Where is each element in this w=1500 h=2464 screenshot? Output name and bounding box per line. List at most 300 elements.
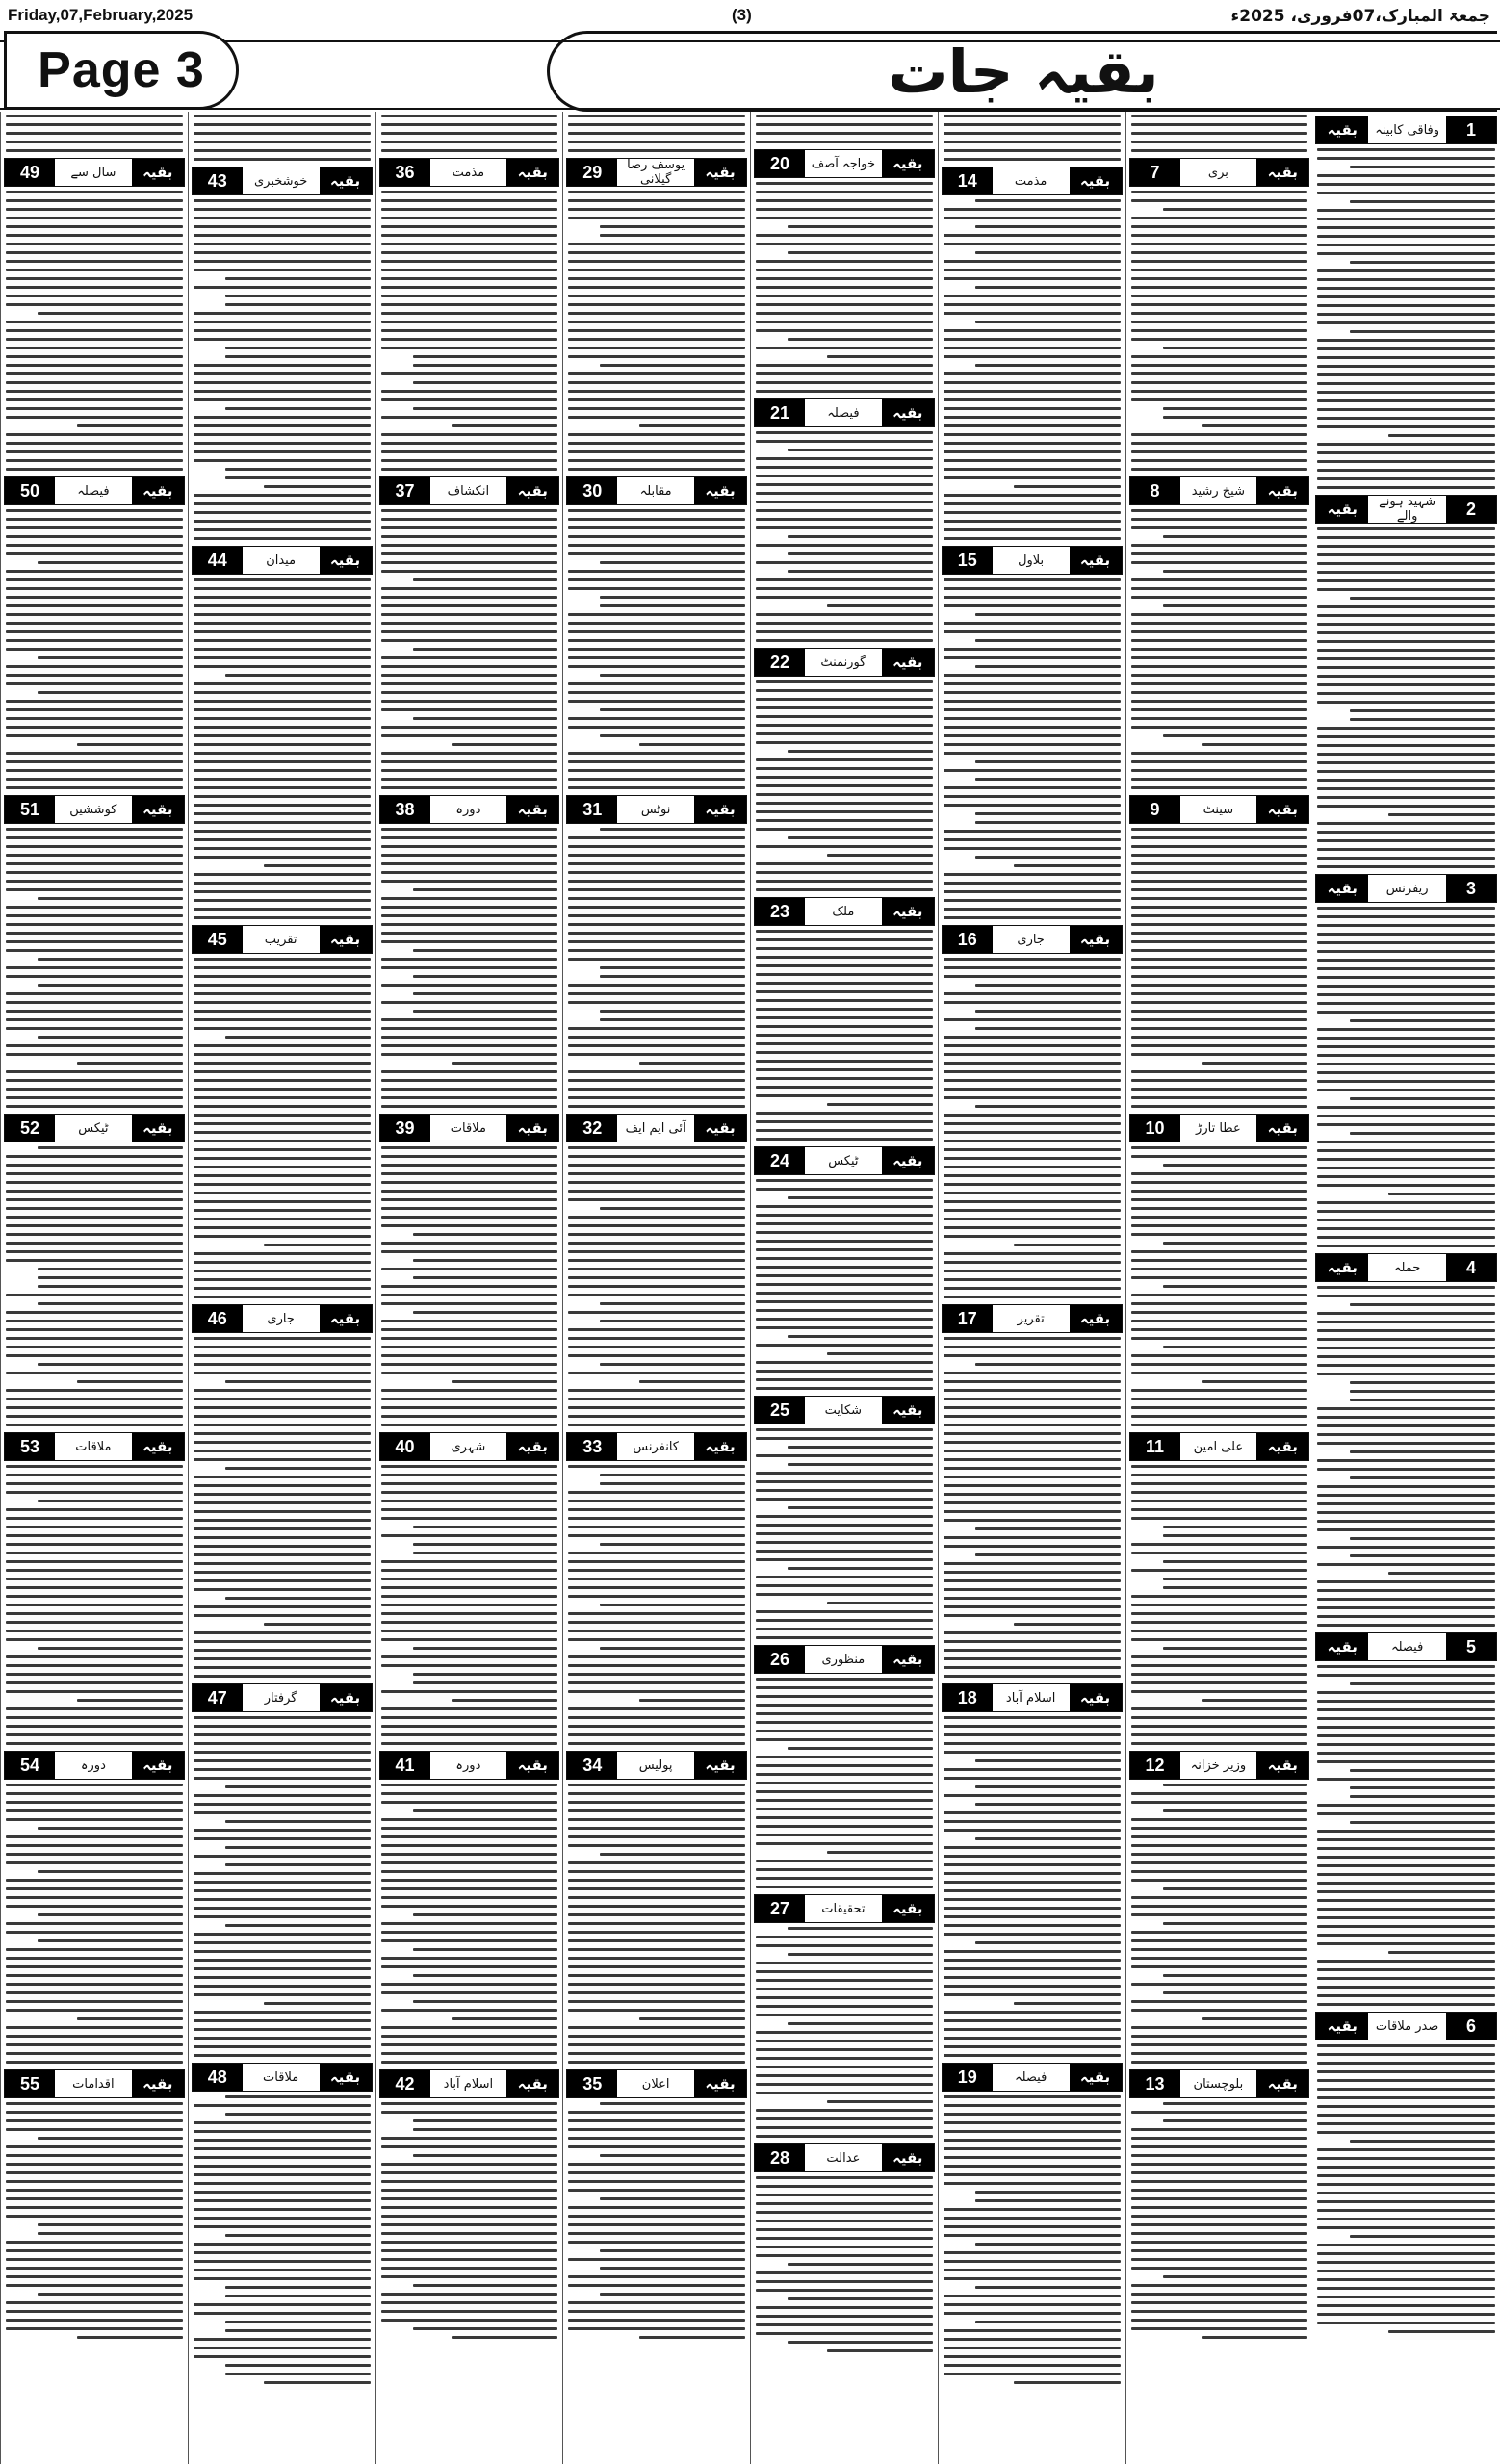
text-line <box>568 1870 745 1873</box>
text-line <box>194 786 371 789</box>
text-line <box>756 2280 933 2283</box>
article-text-block <box>944 1337 1121 1626</box>
text-line <box>756 1222 933 1225</box>
text-line <box>944 424 1121 427</box>
continuation-header <box>566 1751 747 1780</box>
text-line <box>944 123 1121 126</box>
article-text-block <box>1317 527 1495 816</box>
continuation-title: وزیر خزانہ <box>1190 1758 1247 1773</box>
text-line <box>194 1666 371 1669</box>
text-line <box>1131 1879 1308 1882</box>
text-line <box>944 468 1121 471</box>
text-line <box>568 321 745 323</box>
text-line <box>756 2126 933 2129</box>
text-line <box>944 1631 1121 1634</box>
text-line <box>194 1993 371 1996</box>
text-line <box>1317 1002 1495 1005</box>
text-line <box>225 1597 371 1600</box>
text-line <box>1317 1141 1495 1143</box>
text-line <box>944 975 1121 978</box>
text-line <box>944 2208 1121 2211</box>
text-line <box>1317 2122 1495 2125</box>
text-line <box>381 433 558 436</box>
text-line <box>568 760 745 763</box>
text-line <box>6 2111 183 2114</box>
text-line <box>568 243 745 245</box>
text-line <box>194 630 371 633</box>
text-line <box>756 639 933 642</box>
text-line <box>381 535 558 538</box>
text-line <box>381 2301 558 2304</box>
text-line <box>568 115 745 117</box>
text-line <box>1131 2301 1308 2304</box>
continuation-title: انکشاف <box>447 483 490 499</box>
continuation-title: فیصلہ <box>827 405 860 421</box>
article-text-block <box>6 115 183 152</box>
text-line <box>6 1224 183 1227</box>
text-line <box>568 1939 745 1942</box>
article-text-block <box>194 873 371 919</box>
article-text-block <box>568 1784 745 2020</box>
text-line <box>756 1498 933 1501</box>
text-line <box>194 882 371 885</box>
text-line <box>568 526 745 529</box>
text-line <box>1350 1795 1495 1798</box>
text-line <box>944 674 1121 677</box>
text-line <box>756 862 933 865</box>
text-line <box>1131 191 1308 193</box>
text-line <box>944 1794 1121 1797</box>
text-line <box>381 1853 558 1856</box>
text-line <box>756 1808 933 1810</box>
text-line <box>1317 1665 1495 1668</box>
text-line <box>194 1200 371 1203</box>
text-line <box>38 2223 183 2226</box>
text-line <box>194 260 371 263</box>
text-line <box>788 2263 933 2266</box>
news-column <box>938 112 1125 2464</box>
text-line <box>1317 1890 1495 1893</box>
text-line <box>756 1231 933 1234</box>
text-line <box>568 1673 745 1676</box>
text-line <box>1350 1097 1495 1100</box>
text-line <box>1317 701 1495 704</box>
text-line <box>1131 2327 1308 2330</box>
text-line <box>413 1526 558 1528</box>
text-line <box>756 1678 933 1681</box>
text-line <box>756 1686 933 1689</box>
continuation-number: 23 <box>755 898 805 925</box>
article-text-block <box>381 509 558 746</box>
text-line <box>1131 1861 1308 1864</box>
article-text-block <box>1131 1465 1308 1702</box>
text-line <box>568 1595 745 1598</box>
article-text-block <box>756 182 933 358</box>
text-line <box>756 706 933 709</box>
text-line <box>568 372 745 375</box>
text-line <box>194 2355 371 2358</box>
text-line <box>1317 1812 1495 1815</box>
text-line <box>1131 459 1308 462</box>
text-line <box>381 208 558 211</box>
text-line <box>381 1001 558 1004</box>
text-line <box>413 1276 558 1279</box>
text-line <box>225 1467 371 1470</box>
text-line <box>944 1424 1121 1426</box>
text-line <box>381 2061 558 2064</box>
article-text-block <box>194 199 371 488</box>
text-line <box>756 2272 933 2274</box>
continuation-number: 17 <box>943 1305 993 1332</box>
text-line <box>975 665 1121 668</box>
continuation-header <box>192 167 373 195</box>
text-line <box>944 1605 1121 1608</box>
text-line <box>1317 1899 1495 1902</box>
text-line <box>6 1526 183 1528</box>
article-text-block <box>1131 115 1308 152</box>
text-line <box>944 1493 1121 1496</box>
text-line <box>944 528 1121 531</box>
text-line <box>1131 1716 1308 1719</box>
text-line <box>944 1863 1121 1866</box>
text-line <box>1317 1286 1495 1289</box>
text-line <box>568 1810 745 1812</box>
text-line <box>756 260 933 263</box>
continuation-header <box>754 2143 935 2172</box>
text-line <box>6 260 183 263</box>
text-line <box>381 2111 558 2114</box>
text-line <box>944 1666 1121 1669</box>
text-line <box>38 1870 183 1873</box>
text-line <box>600 234 745 237</box>
text-line <box>756 329 933 332</box>
text-line <box>568 752 745 755</box>
text-line <box>6 932 183 935</box>
text-line <box>944 2011 1121 2014</box>
text-line <box>600 1482 745 1485</box>
text-line <box>756 1738 933 1741</box>
text-line <box>194 1415 371 1418</box>
text-line <box>6 407 183 410</box>
text-line <box>1317 1338 1495 1341</box>
text-line <box>6 1207 183 1210</box>
text-line <box>1317 1708 1495 1711</box>
text-line <box>1317 295 1495 298</box>
text-line <box>6 622 183 625</box>
text-line <box>1131 217 1308 219</box>
text-line <box>381 518 558 521</box>
text-line <box>6 769 183 772</box>
article-text-block <box>568 2026 745 2064</box>
text-line <box>788 1506 933 1509</box>
text-line <box>1163 1526 1308 1528</box>
text-line <box>944 2312 1121 2315</box>
text-line <box>756 1944 933 1947</box>
text-line <box>194 217 371 219</box>
text-line <box>756 1619 933 1622</box>
text-line <box>194 2139 371 2142</box>
text-line <box>381 199 558 202</box>
text-line <box>568 2327 745 2330</box>
text-line <box>788 570 933 573</box>
text-line <box>381 1707 558 1710</box>
text-line <box>413 407 558 410</box>
text-line <box>1317 605 1495 608</box>
continuation-title: ملاقات <box>75 1439 112 1454</box>
text-line <box>381 1965 558 1968</box>
text-line <box>1131 1406 1308 1409</box>
text-line <box>381 2319 558 2322</box>
article-text-block <box>756 1678 933 1854</box>
text-line <box>944 1346 1121 1348</box>
continuation-label: بقیہ <box>506 1115 558 1142</box>
text-line <box>194 691 371 694</box>
text-line <box>6 398 183 401</box>
text-line <box>381 2043 558 2046</box>
text-line <box>568 1406 745 1409</box>
text-line <box>756 1489 933 1492</box>
text-line <box>756 1996 933 1999</box>
continuation-title: دورہ <box>455 1758 481 1773</box>
text-line <box>1131 700 1308 703</box>
text-line <box>381 682 558 685</box>
text-line <box>1131 726 1308 729</box>
continuation-title: ٹیکس <box>78 1120 109 1136</box>
text-line <box>38 312 183 315</box>
text-line <box>944 1855 1121 1858</box>
text-line <box>1317 460 1495 463</box>
text-line <box>944 769 1121 772</box>
text-line <box>1317 1321 1495 1323</box>
text-line <box>1131 433 1308 436</box>
text-line <box>568 2241 745 2244</box>
text-line <box>756 999 933 1002</box>
text-line <box>944 2225 1121 2228</box>
text-line <box>225 476 371 479</box>
article-text-block <box>756 1179 933 1355</box>
text-line <box>568 1500 745 1502</box>
text-line <box>6 1948 183 1951</box>
article-text-block <box>194 1252 371 1298</box>
text-line <box>1317 1520 1495 1523</box>
text-line <box>639 2336 745 2339</box>
text-line <box>944 1742 1121 1745</box>
text-line <box>756 947 933 950</box>
text-line <box>756 1034 933 1037</box>
text-line <box>6 700 183 703</box>
text-line <box>6 1818 183 1821</box>
text-line <box>756 1472 933 1475</box>
text-line <box>1317 967 1495 970</box>
text-line <box>1317 1674 1495 1677</box>
text-line <box>568 191 745 193</box>
text-line <box>194 243 371 245</box>
text-line <box>6 1784 183 1786</box>
text-line <box>1317 1925 1495 1928</box>
text-line <box>6 1543 183 1546</box>
text-line <box>756 982 933 985</box>
text-line <box>381 786 558 789</box>
text-line <box>756 1515 933 1518</box>
text-line <box>1202 1062 1307 1065</box>
text-line <box>756 732 933 735</box>
text-line <box>413 2327 558 2330</box>
text-line <box>1317 941 1495 944</box>
continuation-title: تقریب <box>264 932 297 947</box>
text-line <box>6 1844 183 1847</box>
text-line <box>6 630 183 633</box>
text-line <box>944 1950 1121 1953</box>
text-line <box>756 1094 933 1097</box>
text-line <box>6 1733 183 1736</box>
article-text-block <box>1317 1580 1495 1627</box>
text-line <box>1317 2174 1495 2177</box>
text-line <box>944 217 1121 219</box>
text-line <box>568 433 745 436</box>
text-line <box>381 1363 558 1366</box>
text-line <box>381 217 558 219</box>
text-line <box>1317 1080 1495 1083</box>
continuation-title: کوششیں <box>69 802 117 817</box>
continuation-title: شیخ رشید <box>1191 483 1245 499</box>
text-line <box>1131 2232 1308 2235</box>
text-line <box>568 199 745 202</box>
text-line <box>1131 914 1308 917</box>
text-line <box>381 1664 558 1667</box>
text-line <box>194 1768 371 1771</box>
text-line <box>944 1898 1121 1901</box>
text-line <box>381 1690 558 1693</box>
text-line <box>1131 1517 1308 1520</box>
text-line <box>756 234 933 237</box>
article-text-block <box>381 828 558 1065</box>
news-column <box>750 112 938 2464</box>
text-line <box>944 1476 1121 1478</box>
text-line <box>194 1079 371 1082</box>
text-line <box>944 2054 1121 2057</box>
text-line <box>944 2147 1121 2150</box>
continuation-header <box>379 1114 560 1142</box>
text-line <box>452 424 557 427</box>
text-line <box>1131 871 1308 874</box>
text-line <box>1317 1502 1495 1505</box>
text-line <box>1317 1175 1495 1178</box>
text-line <box>1131 1302 1308 1305</box>
text-line <box>6 570 183 573</box>
continuation-number: 30 <box>567 477 617 504</box>
text-line <box>1317 252 1495 255</box>
continuation-header <box>379 795 560 824</box>
text-line <box>568 786 745 789</box>
text-line <box>1131 2180 1308 2183</box>
text-line <box>788 2297 933 2300</box>
article-text-block <box>944 2095 1121 2384</box>
text-line <box>194 1432 371 1435</box>
text-line <box>568 1716 745 1719</box>
text-line <box>1202 424 1307 427</box>
text-line <box>1350 1786 1495 1789</box>
text-line <box>1131 1036 1308 1039</box>
article-text-block <box>944 2011 1121 2057</box>
text-line <box>944 726 1121 729</box>
text-line <box>194 1985 371 1988</box>
text-line <box>381 1861 558 1864</box>
article-text-block <box>1317 822 1495 868</box>
article-text-block <box>1317 148 1495 437</box>
text-line <box>6 854 183 857</box>
text-line <box>1317 443 1495 446</box>
text-line <box>6 1896 183 1899</box>
text-line <box>1131 1896 1308 1899</box>
text-line <box>6 1656 183 1658</box>
text-line <box>944 890 1121 893</box>
text-line <box>1163 734 1308 737</box>
text-line <box>944 1148 1121 1151</box>
continuation-label: بقیہ <box>882 898 934 925</box>
text-line <box>944 1933 1121 1936</box>
text-line <box>568 2223 745 2226</box>
text-line <box>756 269 933 271</box>
text-line <box>6 1716 183 1719</box>
article-text-block <box>1131 1707 1308 1745</box>
text-line <box>194 1536 371 1539</box>
text-line <box>1131 2145 1308 2148</box>
text-line <box>756 2118 933 2120</box>
continuation-number: 36 <box>380 159 430 186</box>
text-line <box>568 1164 745 1167</box>
text-line <box>6 914 183 917</box>
text-line <box>1131 854 1308 857</box>
text-line <box>194 1296 371 1298</box>
text-line <box>944 1415 1121 1418</box>
article-text-block <box>381 2026 558 2064</box>
text-line <box>975 2286 1121 2289</box>
text-line <box>1131 1612 1308 1615</box>
continuation-title: میدان <box>266 552 297 568</box>
text-line <box>756 1188 933 1191</box>
text-line <box>413 949 558 952</box>
text-line <box>756 1842 933 1845</box>
text-line <box>756 1799 933 1802</box>
text-line <box>944 958 1121 961</box>
text-line <box>1317 614 1495 617</box>
article-text-block <box>756 2109 933 2138</box>
article-text-block <box>568 1146 745 1383</box>
text-line <box>568 691 745 694</box>
text-line <box>194 682 371 685</box>
text-line <box>1131 1681 1308 1684</box>
text-line <box>381 1018 558 1021</box>
continuation-number: 4 <box>1446 1254 1496 1281</box>
text-line <box>1131 2061 1308 2064</box>
article-text-block <box>1131 828 1308 1065</box>
text-line <box>568 355 745 358</box>
text-line <box>381 862 558 865</box>
text-line <box>381 1250 558 1253</box>
text-line <box>1131 355 1308 358</box>
text-line <box>568 535 745 538</box>
continuation-header <box>4 476 185 505</box>
continuation-header <box>1129 2069 1310 2098</box>
text-line <box>6 243 183 245</box>
text-line <box>568 940 745 943</box>
text-line <box>1317 822 1495 825</box>
text-line <box>381 1216 558 1219</box>
text-line <box>1131 1595 1308 1598</box>
text-line <box>381 708 558 711</box>
text-line <box>1131 199 1308 202</box>
text-line <box>944 407 1121 410</box>
